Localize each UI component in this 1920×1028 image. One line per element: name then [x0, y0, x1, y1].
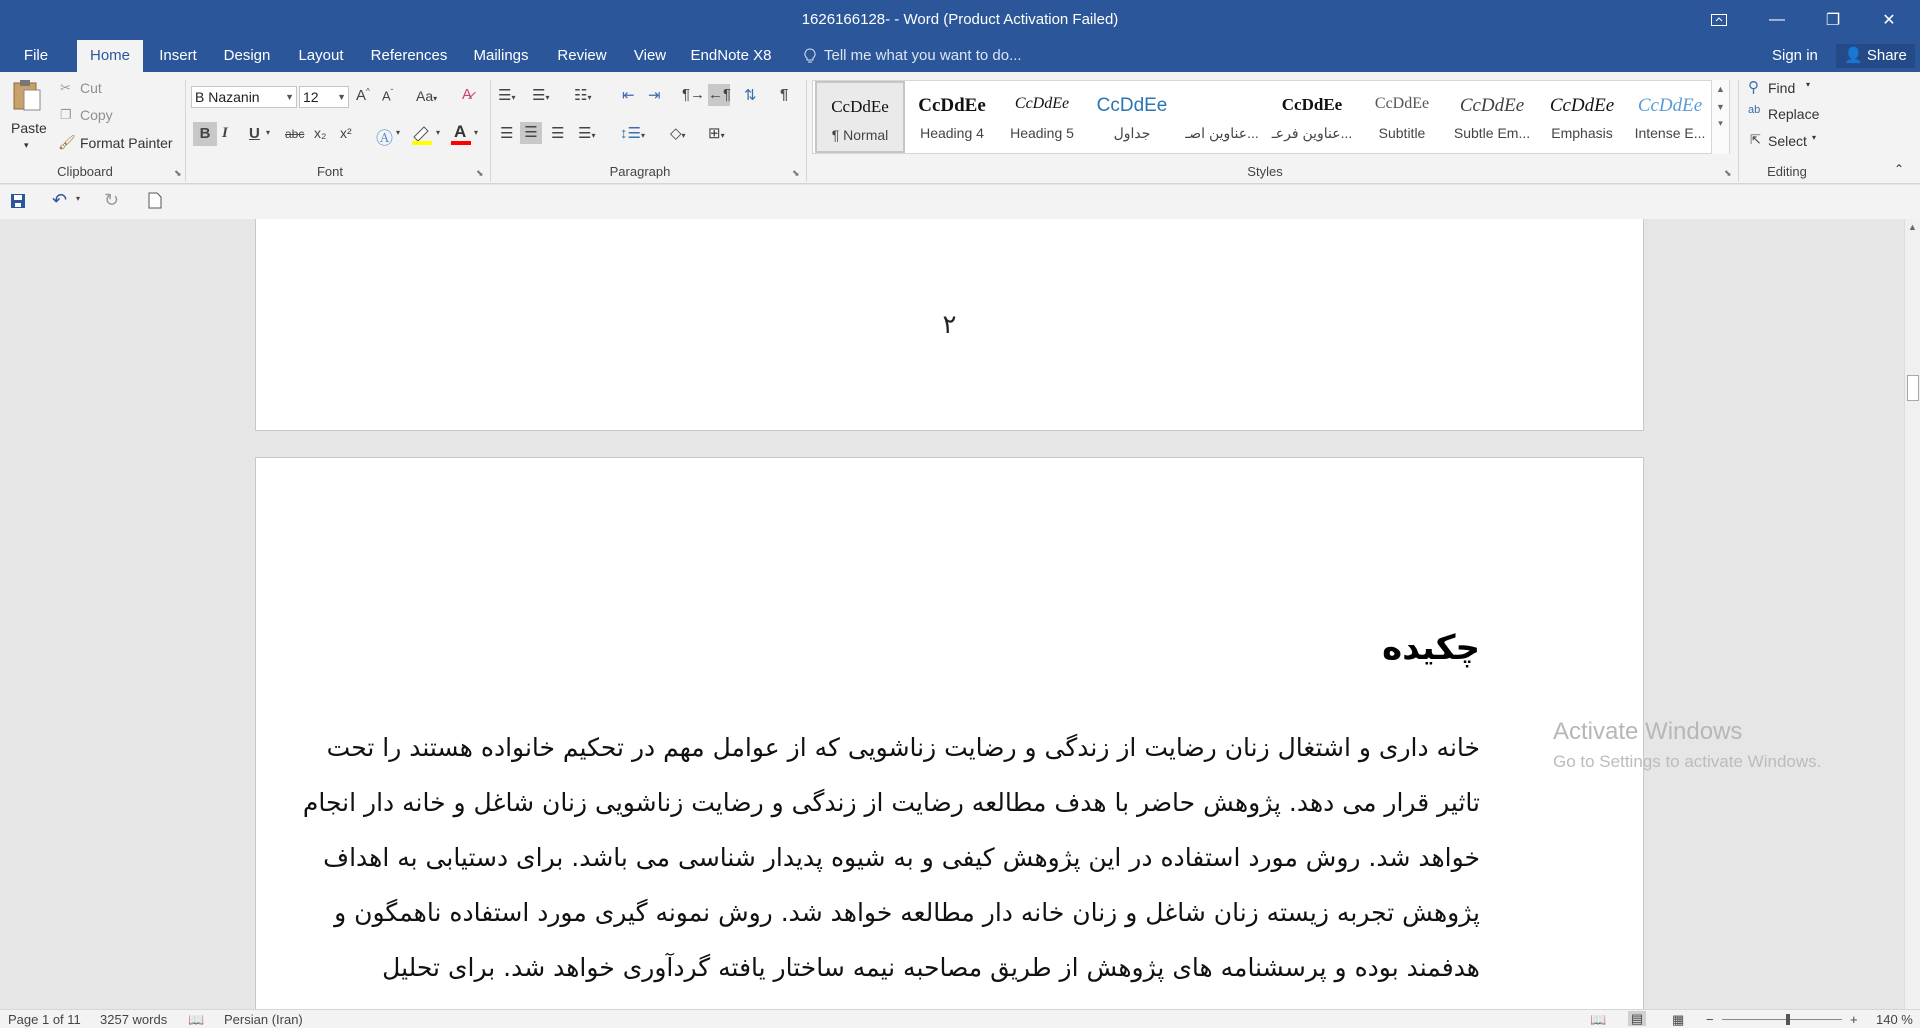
italic-button[interactable]: I: [222, 125, 228, 141]
paste-icon[interactable]: [10, 78, 46, 112]
new-document-icon[interactable]: [148, 192, 162, 213]
editing-group-label: Editing: [1767, 164, 1807, 179]
styles-launcher-icon[interactable]: ⬊: [1724, 168, 1732, 178]
style-name: Heading 4: [920, 125, 984, 141]
paste-button[interactable]: Paste: [11, 120, 47, 136]
strikethrough-button[interactable]: abc: [285, 127, 305, 141]
vertical-scrollbar[interactable]: [1904, 219, 1920, 1009]
highlight-dropdown-icon[interactable]: ▾: [436, 128, 441, 137]
style-name: Subtle Em...: [1453, 125, 1531, 141]
style-name: ¶ Normal: [831, 127, 889, 143]
style-name: Heading 5: [1010, 125, 1074, 141]
activate-windows-subtitle: Go to Settings to activate Windows.: [1553, 752, 1822, 771]
find-icon: ⚲: [1748, 79, 1759, 96]
style-tables[interactable]: [1087, 81, 1177, 153]
sort-icon[interactable]: ⇅: [744, 87, 757, 104]
tab-endnote[interactable]: EndNote X8: [690, 47, 772, 64]
zoom-level[interactable]: 140 %: [1876, 1012, 1913, 1027]
style-heading-5[interactable]: [997, 81, 1087, 153]
styles-gallery-scroll[interactable]: [1711, 80, 1729, 154]
style-name: Subtitle: [1378, 125, 1426, 141]
select-arrow-icon: ⇱: [1750, 132, 1761, 147]
scroll-up-icon[interactable]: ▲: [1716, 84, 1725, 94]
paragraph-line: خواهد شد. روش مورد استفاده در این پژوهش کیفی و به شیوه پدیدار شناسی می باشد. برای دستیابی به اهداف: [323, 843, 1480, 872]
bullets-icon[interactable]: ☰▾: [498, 87, 516, 104]
shading-icon[interactable]: ◇▾: [670, 125, 686, 142]
style-normal[interactable]: [815, 81, 905, 153]
decrease-indent-icon[interactable]: ⇤: [622, 87, 635, 104]
increase-indent-icon[interactable]: ⇥: [648, 87, 661, 104]
tell-me-input[interactable]: Tell me what you want to do...: [824, 47, 1022, 64]
abstract-paragraph: [302, 720, 1480, 995]
cut-button[interactable]: Cut: [80, 80, 102, 96]
paragraph-line: تاثیر قرار می دهد. پژوهش حاضر با هدف مطالعه رضایت از زندگی و رضایت زناشویی زنان شاغل و خانه دار انجام: [302, 788, 1480, 817]
shrink-font-icon[interactable]: $A^ˇ$: [382, 88, 394, 104]
tab-mailings[interactable]: Mailings: [473, 47, 529, 64]
font-size-combo[interactable]: [299, 86, 349, 108]
tab-references[interactable]: References: [370, 47, 448, 64]
ltr-direction-icon[interactable]: ¶→: [682, 86, 706, 103]
read-mode-icon[interactable]: 📖: [1590, 1012, 1607, 1027]
status-bar: [0, 1009, 1920, 1028]
font-name-value: B Nazanin: [195, 89, 260, 105]
highlight-color-icon[interactable]: [410, 123, 434, 145]
page-2: [255, 457, 1644, 1009]
select-button[interactable]: Select: [1768, 133, 1807, 149]
group-divider: [1738, 80, 1739, 182]
ribbon-display-options-icon[interactable]: [1696, 0, 1742, 40]
chevron-down-icon: ▼: [337, 92, 346, 102]
underline-button[interactable]: U: [249, 125, 260, 142]
collapse-ribbon-icon[interactable]: ⌃: [1894, 162, 1905, 176]
line-spacing-icon[interactable]: ↕☰▾: [620, 125, 645, 142]
window-title: 1626166128- - Word (Product Activation Failed): [801, 11, 1119, 28]
font-color-dropdown-icon[interactable]: ▾: [474, 128, 479, 137]
style-main-titles[interactable]: [1177, 81, 1267, 153]
page-number: ۲: [942, 310, 957, 340]
style-name: Intense E...: [1634, 125, 1706, 141]
tab-file[interactable]: File: [23, 47, 49, 64]
person-icon: 👤: [1844, 47, 1863, 64]
redo-icon[interactable]: ↻: [104, 190, 120, 210]
maximize-button[interactable]: ❐: [1825, 12, 1841, 29]
show-formatting-marks-button[interactable]: ¶: [780, 86, 789, 103]
text-effects-icon[interactable]: Ⓐ: [376, 129, 393, 148]
scissors-icon: ✂: [60, 80, 71, 95]
styles-group-label: Styles: [1247, 164, 1283, 179]
bold-button[interactable]: B: [193, 122, 217, 146]
save-icon[interactable]: [10, 193, 26, 213]
font-name-combo[interactable]: [191, 86, 297, 108]
paragraph-line: هدفمند بوده و پرسشنامه های پژوهش از طریق مصاحبه نیمه ساختار یافته گردآوری خواهد شد. برای تحلیل: [382, 953, 1480, 982]
style-emphasis[interactable]: [1537, 81, 1627, 153]
style-preview: CcDdEe: [1637, 95, 1703, 116]
multilevel-list-icon[interactable]: ☷▾: [574, 87, 592, 104]
quick-access-toolbar: [0, 185, 1920, 219]
paragraph-line: پژوهش تجربه زیسته زنان شاغل و زنان خانه دار مطالعه خواهد شد. روش نمونه گیری مورد استفاده ناهمگون و: [334, 898, 1480, 927]
style-preview: CcDdEe: [1374, 95, 1430, 112]
replace-icon: ab: [1748, 104, 1761, 116]
proofing-icon[interactable]: 📖: [188, 1012, 205, 1027]
group-divider: [490, 80, 491, 182]
style-preview: CcDdEe: [918, 95, 986, 116]
style-preview: CcDdEe: [1459, 95, 1525, 116]
font-size-value: 12: [303, 89, 319, 105]
more-styles-icon[interactable]: ▾: [1718, 118, 1723, 128]
activate-windows-title: Activate Windows: [1553, 718, 1743, 745]
sign-in-link[interactable]: Sign in: [1772, 47, 1818, 64]
copy-icon: ❐: [60, 107, 72, 122]
language-status[interactable]: Persian (Iran): [224, 1012, 303, 1027]
highlight-swatch: [412, 141, 432, 145]
style-preview: CcDdEe: [1096, 95, 1168, 116]
align-left-icon[interactable]: ☰: [500, 125, 514, 142]
font-color-letter: A: [454, 122, 467, 141]
paste-dropdown-icon[interactable]: ▾: [24, 140, 29, 150]
zoom-slider[interactable]: [1722, 1019, 1842, 1020]
text-effects-dropdown-icon[interactable]: ▾: [396, 128, 401, 137]
scrollbar-thumb[interactable]: [1907, 375, 1919, 401]
style-preview: CcDdEe: [831, 97, 889, 116]
style-subtle-emphasis[interactable]: [1447, 81, 1537, 153]
title-bar: [0, 0, 1920, 40]
format-painter-button[interactable]: Format Painter: [80, 135, 173, 151]
group-divider: [185, 80, 186, 182]
style-name: عناوین اصـ...: [1185, 125, 1259, 141]
format-painter-icon: 🖌: [58, 134, 76, 150]
group-divider: [806, 80, 807, 182]
share-label: Share: [1866, 47, 1907, 64]
style-subtitles-fa[interactable]: [1267, 81, 1357, 153]
find-dropdown-icon[interactable]: ▾: [1806, 80, 1811, 89]
ribbon-tabs: [0, 40, 1920, 72]
superscript-button[interactable]: x²: [340, 125, 352, 141]
paragraph-line: خانه داری و اشتغال زنان رضایت از زندگی و رضایت زناشویی که از عوامل مهم در تحکیم خانواده هستند را تحت: [326, 733, 1480, 762]
word-count-status[interactable]: 3257 words: [100, 1012, 168, 1027]
font-group-label: Font: [316, 164, 343, 179]
ribbon-home: [0, 72, 1920, 184]
select-dropdown-icon[interactable]: ▾: [1812, 133, 1817, 142]
clipboard-group-label: Clipboard: [57, 164, 113, 179]
font-color-icon[interactable]: [450, 122, 472, 146]
underline-dropdown-icon[interactable]: ▾: [266, 128, 271, 137]
borders-icon[interactable]: ⊞▾: [708, 125, 725, 142]
copy-button[interactable]: Copy: [80, 107, 113, 123]
style-name: Emphasis: [1551, 125, 1613, 141]
clipboard-launcher-icon[interactable]: ⬊: [174, 168, 182, 178]
page-1-bottom: [255, 219, 1644, 431]
document-area[interactable]: [0, 219, 1904, 1009]
style-intense-emphasis[interactable]: [1625, 81, 1715, 153]
share-button[interactable]: [1836, 44, 1915, 68]
paragraph-group-label: Paragraph: [609, 164, 671, 179]
grow-font-icon[interactable]: A^: [356, 87, 370, 104]
justify-icon[interactable]: ☰▾: [578, 125, 596, 142]
style-preview: CcDdEe: [1281, 95, 1343, 114]
zoom-out-icon[interactable]: −: [1706, 1012, 1714, 1027]
numbering-icon[interactable]: ☰▾: [532, 87, 550, 104]
tab-review[interactable]: Review: [557, 47, 607, 64]
page-count-status[interactable]: Page 1 of 11: [8, 1012, 81, 1027]
web-layout-icon[interactable]: ▦: [1672, 1012, 1685, 1027]
undo-dropdown-icon[interactable]: ▾: [76, 194, 81, 203]
font-color-swatch: [451, 141, 471, 145]
minimize-button[interactable]: —: [1769, 11, 1785, 28]
abstract-heading: چکیده: [1382, 628, 1480, 668]
subscript-button[interactable]: x₂: [314, 125, 327, 141]
print-layout-icon[interactable]: ▤: [1628, 1011, 1646, 1026]
styles-gallery: [812, 80, 1730, 154]
style-subtitle[interactable]: [1357, 81, 1447, 153]
tab-insert[interactable]: Insert: [159, 47, 197, 64]
style-name: جداول: [1113, 125, 1151, 141]
zoom-in-icon[interactable]: +: [1850, 1012, 1858, 1027]
close-button[interactable]: ✕: [1882, 12, 1896, 29]
zoom-slider-thumb[interactable]: [1786, 1014, 1790, 1025]
tab-design[interactable]: Design: [223, 47, 271, 64]
paragraph-launcher-icon[interactable]: ⬊: [792, 168, 800, 178]
tab-layout[interactable]: Layout: [298, 47, 344, 64]
lightbulb-icon: [804, 48, 816, 67]
undo-icon[interactable]: ↶: [52, 190, 68, 210]
rtl-direction-icon[interactable]: ←¶: [708, 84, 730, 106]
style-preview: CcDdEe: [1549, 95, 1615, 116]
style-preview: CcDdEe: [1014, 95, 1070, 112]
align-right-icon[interactable]: ☰: [551, 125, 565, 142]
find-button[interactable]: Find: [1768, 80, 1796, 96]
tab-view[interactable]: View: [633, 47, 667, 64]
change-case-icon[interactable]: Aa▾: [416, 88, 438, 104]
chevron-down-icon: ▼: [285, 92, 294, 102]
style-name: عناوین فرعـ...: [1271, 125, 1353, 141]
clear-formatting-icon[interactable]: A̷: [462, 86, 473, 103]
replace-button[interactable]: Replace: [1768, 106, 1820, 122]
style-heading-4[interactable]: [907, 81, 997, 153]
font-launcher-icon[interactable]: ⬊: [476, 168, 484, 178]
scroll-up-icon[interactable]: ▲: [1908, 222, 1917, 232]
tab-home[interactable]: Home: [77, 40, 143, 72]
scroll-down-icon[interactable]: ▼: [1716, 102, 1725, 112]
align-center-icon[interactable]: ☰: [520, 122, 542, 144]
